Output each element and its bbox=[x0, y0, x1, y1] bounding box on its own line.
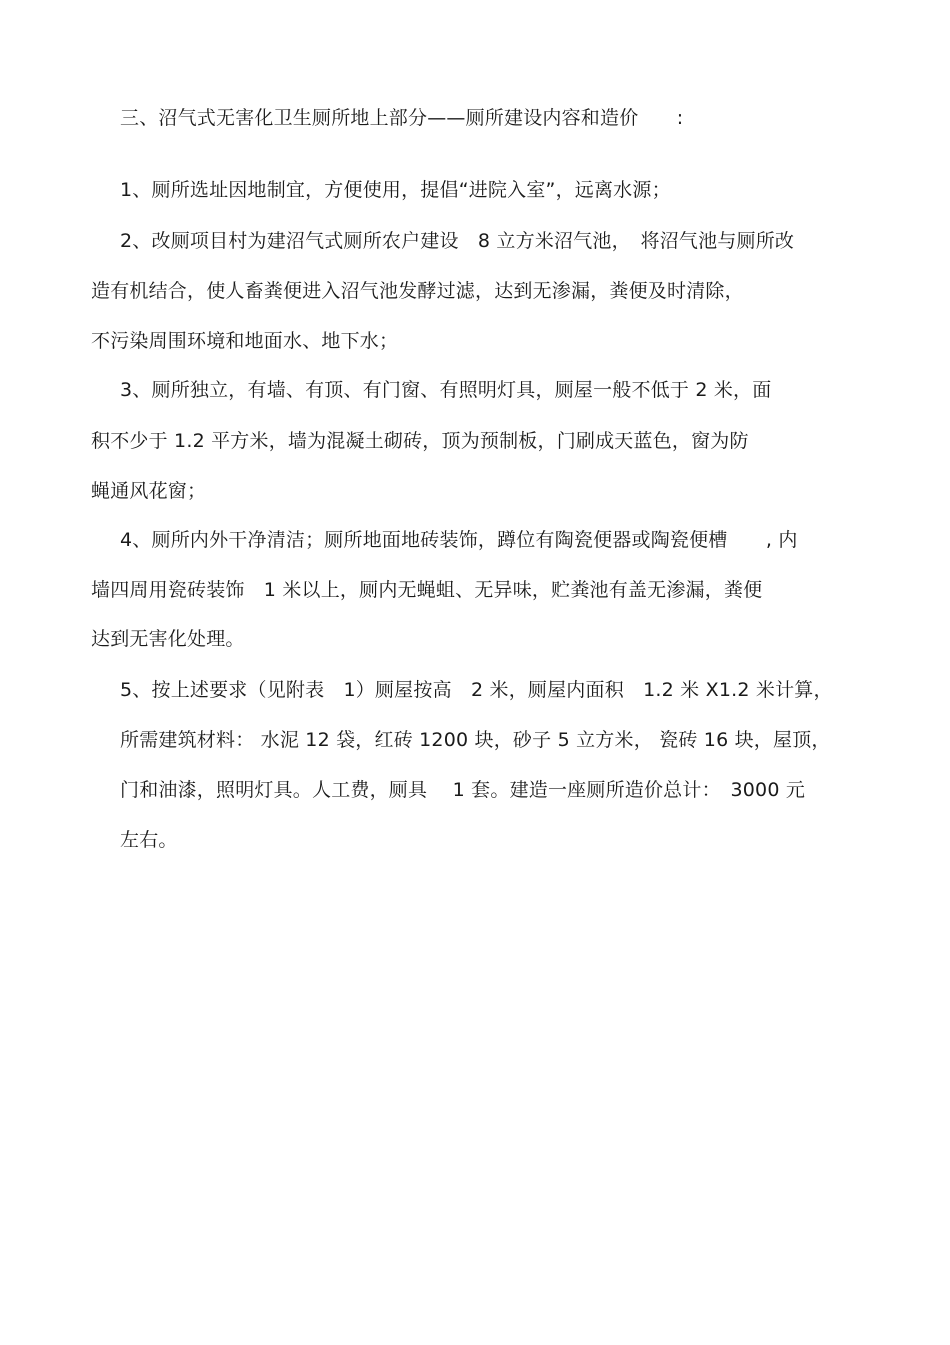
item-2-line-1: 2、改厕项目村为建沼气式厕所农户建设 8 立方米沼气池， 将沼气池与厕所改 bbox=[120, 230, 795, 252]
item-4-line-3: 达到无害化处理。 bbox=[91, 628, 245, 650]
item-3-line-2: 积不少于 1.2 平方米，墙为混凝土砌砖，顶为预制板，门刷成天蓝色，窗为防 bbox=[91, 430, 749, 452]
item-3-line-1: 3、厕所独立，有墙、有顶、有门窗、有照明灯具，厕屋一般不低于 2 米，面 bbox=[120, 379, 772, 401]
item-5-line-3: 门和油漆，照明灯具。人工费，厕具 1 套。建造一座厕所造价总计： 3000 元 bbox=[120, 779, 806, 801]
item-2-line-2: 造有机结合，使人畜粪便进入沼气池发酵过滤，达到无渗漏，粪便及时清除， bbox=[91, 280, 744, 302]
section-heading: 三、沼气式无害化卫生厕所地上部分——厕所建设内容和造价 : bbox=[120, 107, 684, 129]
item-1-line-1: 1、厕所选址因地制宜，方便使用，提倡“进院入室”，远离水源； bbox=[120, 179, 671, 201]
item-5-line-2: 所需建筑材料： 水泥 12 袋，红砖 1200 块，砂子 5 立方米， 瓷砖 16 块，屋顶， bbox=[120, 729, 831, 751]
item-4-line-2: 墙四周用瓷砖装饰 1 米以上，厕内无蝇蛆、无异味，贮粪池有盖无渗漏，粪便 bbox=[91, 579, 763, 601]
item-2-line-3: 不污染周围环境和地面水、地下水； bbox=[91, 330, 399, 352]
item-4-line-1: 4、厕所内外干净清洁；厕所地面地砖装饰，蹲位有陶瓷便器或陶瓷便槽 , 内 bbox=[120, 529, 798, 551]
item-5-line-4: 左右。 bbox=[120, 829, 178, 851]
item-5-line-1: 5、按上述要求（见附表 1）厕屋按高 2 米，厕屋内面积 1.2 米 X1.2 米计算， bbox=[120, 679, 833, 701]
item-3-line-3: 蝇通风花窗； bbox=[91, 480, 207, 502]
